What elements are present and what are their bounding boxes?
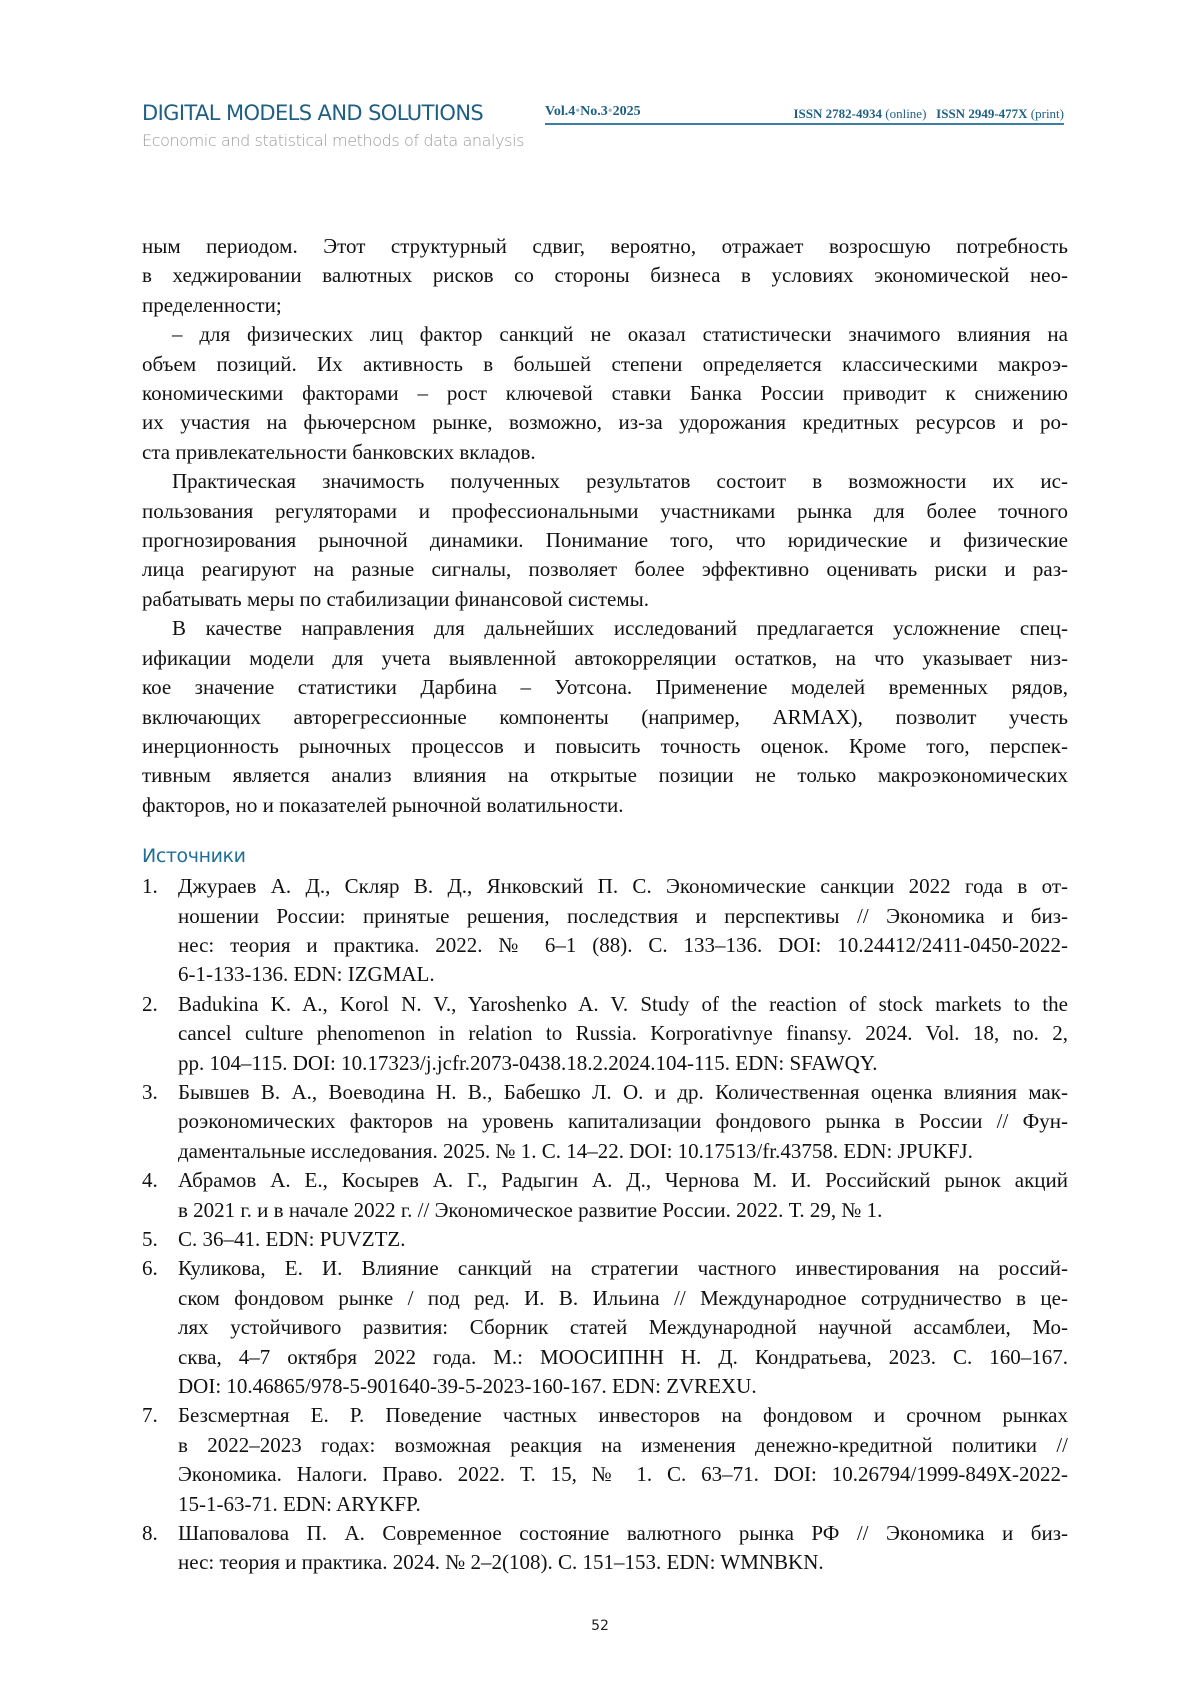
reference-line: нес: теория и практика. 2022. № 6–1 (88). С. 133–136. DOI: 10.24412/2411-0450-2022- [178, 931, 1068, 960]
text-line: прогнозирования рыночной динамики. Понимание того, что юридические и физические [142, 526, 1068, 555]
reference-item [142, 1519, 1068, 1578]
reference-line: нес: теория и практика. 2024. № 2–2(108). С. 151–153. EDN: WMNBKN. [178, 1548, 1068, 1577]
reference-item [142, 1225, 1068, 1254]
reference-line: ношении России: принятые решения, последствия и перспективы // Экономика и биз- [178, 902, 1068, 931]
reference-line: 15-1-63-71. EDN: ARYKFP. [178, 1490, 1068, 1519]
paragraph [142, 614, 1068, 820]
body-text [142, 232, 1068, 820]
reference-line: Бывшев В. А., Воеводина Н. В., Бабешко Л. О. и др. Количественная оценка влияния мак- [178, 1078, 1068, 1107]
paragraph [142, 232, 1068, 320]
reference-item [142, 1166, 1068, 1225]
reference-line: pp. 104–115. DOI: 10.17323/j.jcfr.2073-0438.18.2.2024.104-115. EDN: SFAWQY. [178, 1049, 1068, 1078]
reference-line: роэкономических факторов на уровень капитализации фондового рынка в России // Фун- [178, 1107, 1068, 1136]
volume: Vol.4 [545, 104, 575, 119]
reference-line: Безсмертная Е. Р. Поведение частных инвесторов на фондовом и срочном рынках [178, 1401, 1068, 1430]
text-line: В качестве направления для дальнейших исследований предлагается усложнение спец- [142, 614, 1068, 643]
reference-line: Экономика. Налоги. Право. 2022. Т. 15, № 1. С. 63–71. DOI: 10.26794/1999-849X-2022- [178, 1460, 1068, 1489]
article-body [142, 232, 1068, 1578]
text-line: тивным является анализ влияния на открытые позиции не только макроэкономических [142, 761, 1068, 790]
reference-line: DOI: 10.46865/978-5-901640-39-5-2023-160-167. EDN: ZVREXU. [178, 1372, 1068, 1401]
issue-number: No.3 [580, 104, 608, 119]
paragraph [142, 467, 1068, 614]
text-line: ификации модели для учета выявленной автокорреляции остатков, на что указывает низ- [142, 644, 1068, 673]
reference-number: 7. [142, 1401, 158, 1430]
reference-line: cancel culture phenomenon in relation to Russia. Korporativnye finansy. 2024. Vol. 18, no. 2, [178, 1019, 1068, 1048]
text-line: их участия на фьючерсном рынке, возможно, из-за удорожания кредитных ресурсов и ро- [142, 408, 1068, 437]
text-line: инерционность рыночных процессов и повысить точность оценок. Кроме того, перспек- [142, 732, 1068, 761]
text-line: пользования регуляторами и профессиональными участниками рынка для более точного [142, 497, 1068, 526]
text-line: объем позиций. Их активность в большей степени определяется классическими макроэ- [142, 350, 1068, 379]
reference-number: 6. [142, 1254, 158, 1283]
reference-line: в 2022–2023 годах: возможная реакция на изменения денежно-кредитной политики // [178, 1431, 1068, 1460]
journal-title: DIGITAL MODELS AND SOLUTIONS [142, 101, 483, 125]
reference-line: Джураев А. Д., Скляр В. Д., Янковский П. С. Экономические санкции 2022 года в от- [178, 872, 1068, 901]
text-line: кономическими факторами – рост ключевой ставки Банка России приводит к снижению [142, 379, 1068, 408]
reference-line: лях устойчивого развития: Сборник статей Международной научной ассамблеи, Мо- [178, 1313, 1068, 1342]
reference-list [142, 872, 1068, 1578]
reference-line: 6-1-133-136. EDN: IZGMAL. [178, 960, 1068, 989]
issn-print: ISSN 2949-477X [936, 106, 1027, 121]
reference-line: Шаповалова П. А. Современное состояние валютного рынка РФ // Экономика и биз- [178, 1519, 1068, 1548]
text-line: лица реагируют на разные сигналы, позволяет более эффективно оценивать риски и раз- [142, 555, 1068, 584]
issue-year: 2025 [613, 104, 641, 119]
issue-info: Vol.4•No.3•2025 [545, 104, 641, 120]
reference-line: Абрамов А. Е., Косырев А. Г., Радыгин А. Д., Чернова М. И. Российский рынок акций [178, 1166, 1068, 1195]
text-line: кое значение статистики Дарбина – Уотсона. Применение моделей временных рядов, [142, 673, 1068, 702]
reference-item [142, 1078, 1068, 1166]
reference-line: ском фондовом рынке / под ред. И. В. Ильина // Международное сотрудничество в це- [178, 1284, 1068, 1313]
reference-item [142, 872, 1068, 990]
reference-number: 8. [142, 1519, 158, 1548]
text-line: ным периодом. Этот структурный сдвиг, вероятно, отражает возросшую потребность [142, 232, 1068, 261]
text-line: факторов, но и показателей рыночной волатильности. [142, 791, 1068, 820]
reference-line: в 2021 г. и в начале 2022 г. // Экономическое развитие России. 2022. Т. 29, № 1. [178, 1196, 1068, 1225]
reference-line: сква, 4–7 октября 2022 года. М.: МООСИПНН Н. Д. Кондратьева, 2023. С. 160–167. [178, 1343, 1068, 1372]
text-line: – для физических лиц фактор санкций не оказал статистически значимого влияния на [142, 320, 1068, 349]
reference-line: Badukina K. A., Korol N. V., Yaroshenko A. V. Study of the reaction of stock markets to the [178, 990, 1068, 1019]
issn-print-label: (print) [1031, 106, 1064, 121]
reference-number: 3. [142, 1078, 158, 1107]
reference-number: 1. [142, 872, 158, 901]
sources-heading: Источники [142, 842, 1068, 870]
text-line: в хеджировании валютных рисков со стороны бизнеса в условиях экономической нео- [142, 261, 1068, 290]
journal-subtitle: Economic and statistical methods of data analysis [142, 131, 524, 150]
text-line: Практическая значимость полученных результатов состоит в возможности их ис- [142, 467, 1068, 496]
text-line: рабатывать меры по стабилизации финансовой системы. [142, 585, 1068, 614]
issn-info [794, 106, 1065, 122]
text-line: ста привлекательности банковских вкладов. [142, 438, 1068, 467]
text-line: включающих авторегрессионные компоненты (например, ARMAX), позволит учесть [142, 703, 1068, 732]
reference-line: даментальные исследования. 2025. № 1. С. 14–22. DOI: 10.17513/fr.43758. EDN: JPUKFJ. [178, 1137, 1068, 1166]
reference-number: 5. [142, 1225, 158, 1254]
issn-online-label: (online) [885, 106, 926, 121]
page-number: 52 [0, 1618, 1200, 1634]
paragraph [142, 320, 1068, 467]
reference-number: 2. [142, 990, 158, 1019]
issn-online: ISSN 2782-4934 [794, 106, 883, 121]
reference-item [142, 1401, 1068, 1519]
reference-line: Куликова, Е. И. Влияние санкций на стратегии частного инвестирования на россий- [178, 1254, 1068, 1283]
reference-item [142, 1254, 1068, 1401]
text-line: пределенности; [142, 291, 1068, 320]
reference-item [142, 990, 1068, 1078]
header-rule [545, 123, 1064, 125]
reference-line: С. 36–41. EDN: PUVZTZ. [178, 1225, 1068, 1254]
reference-number: 4. [142, 1166, 158, 1195]
